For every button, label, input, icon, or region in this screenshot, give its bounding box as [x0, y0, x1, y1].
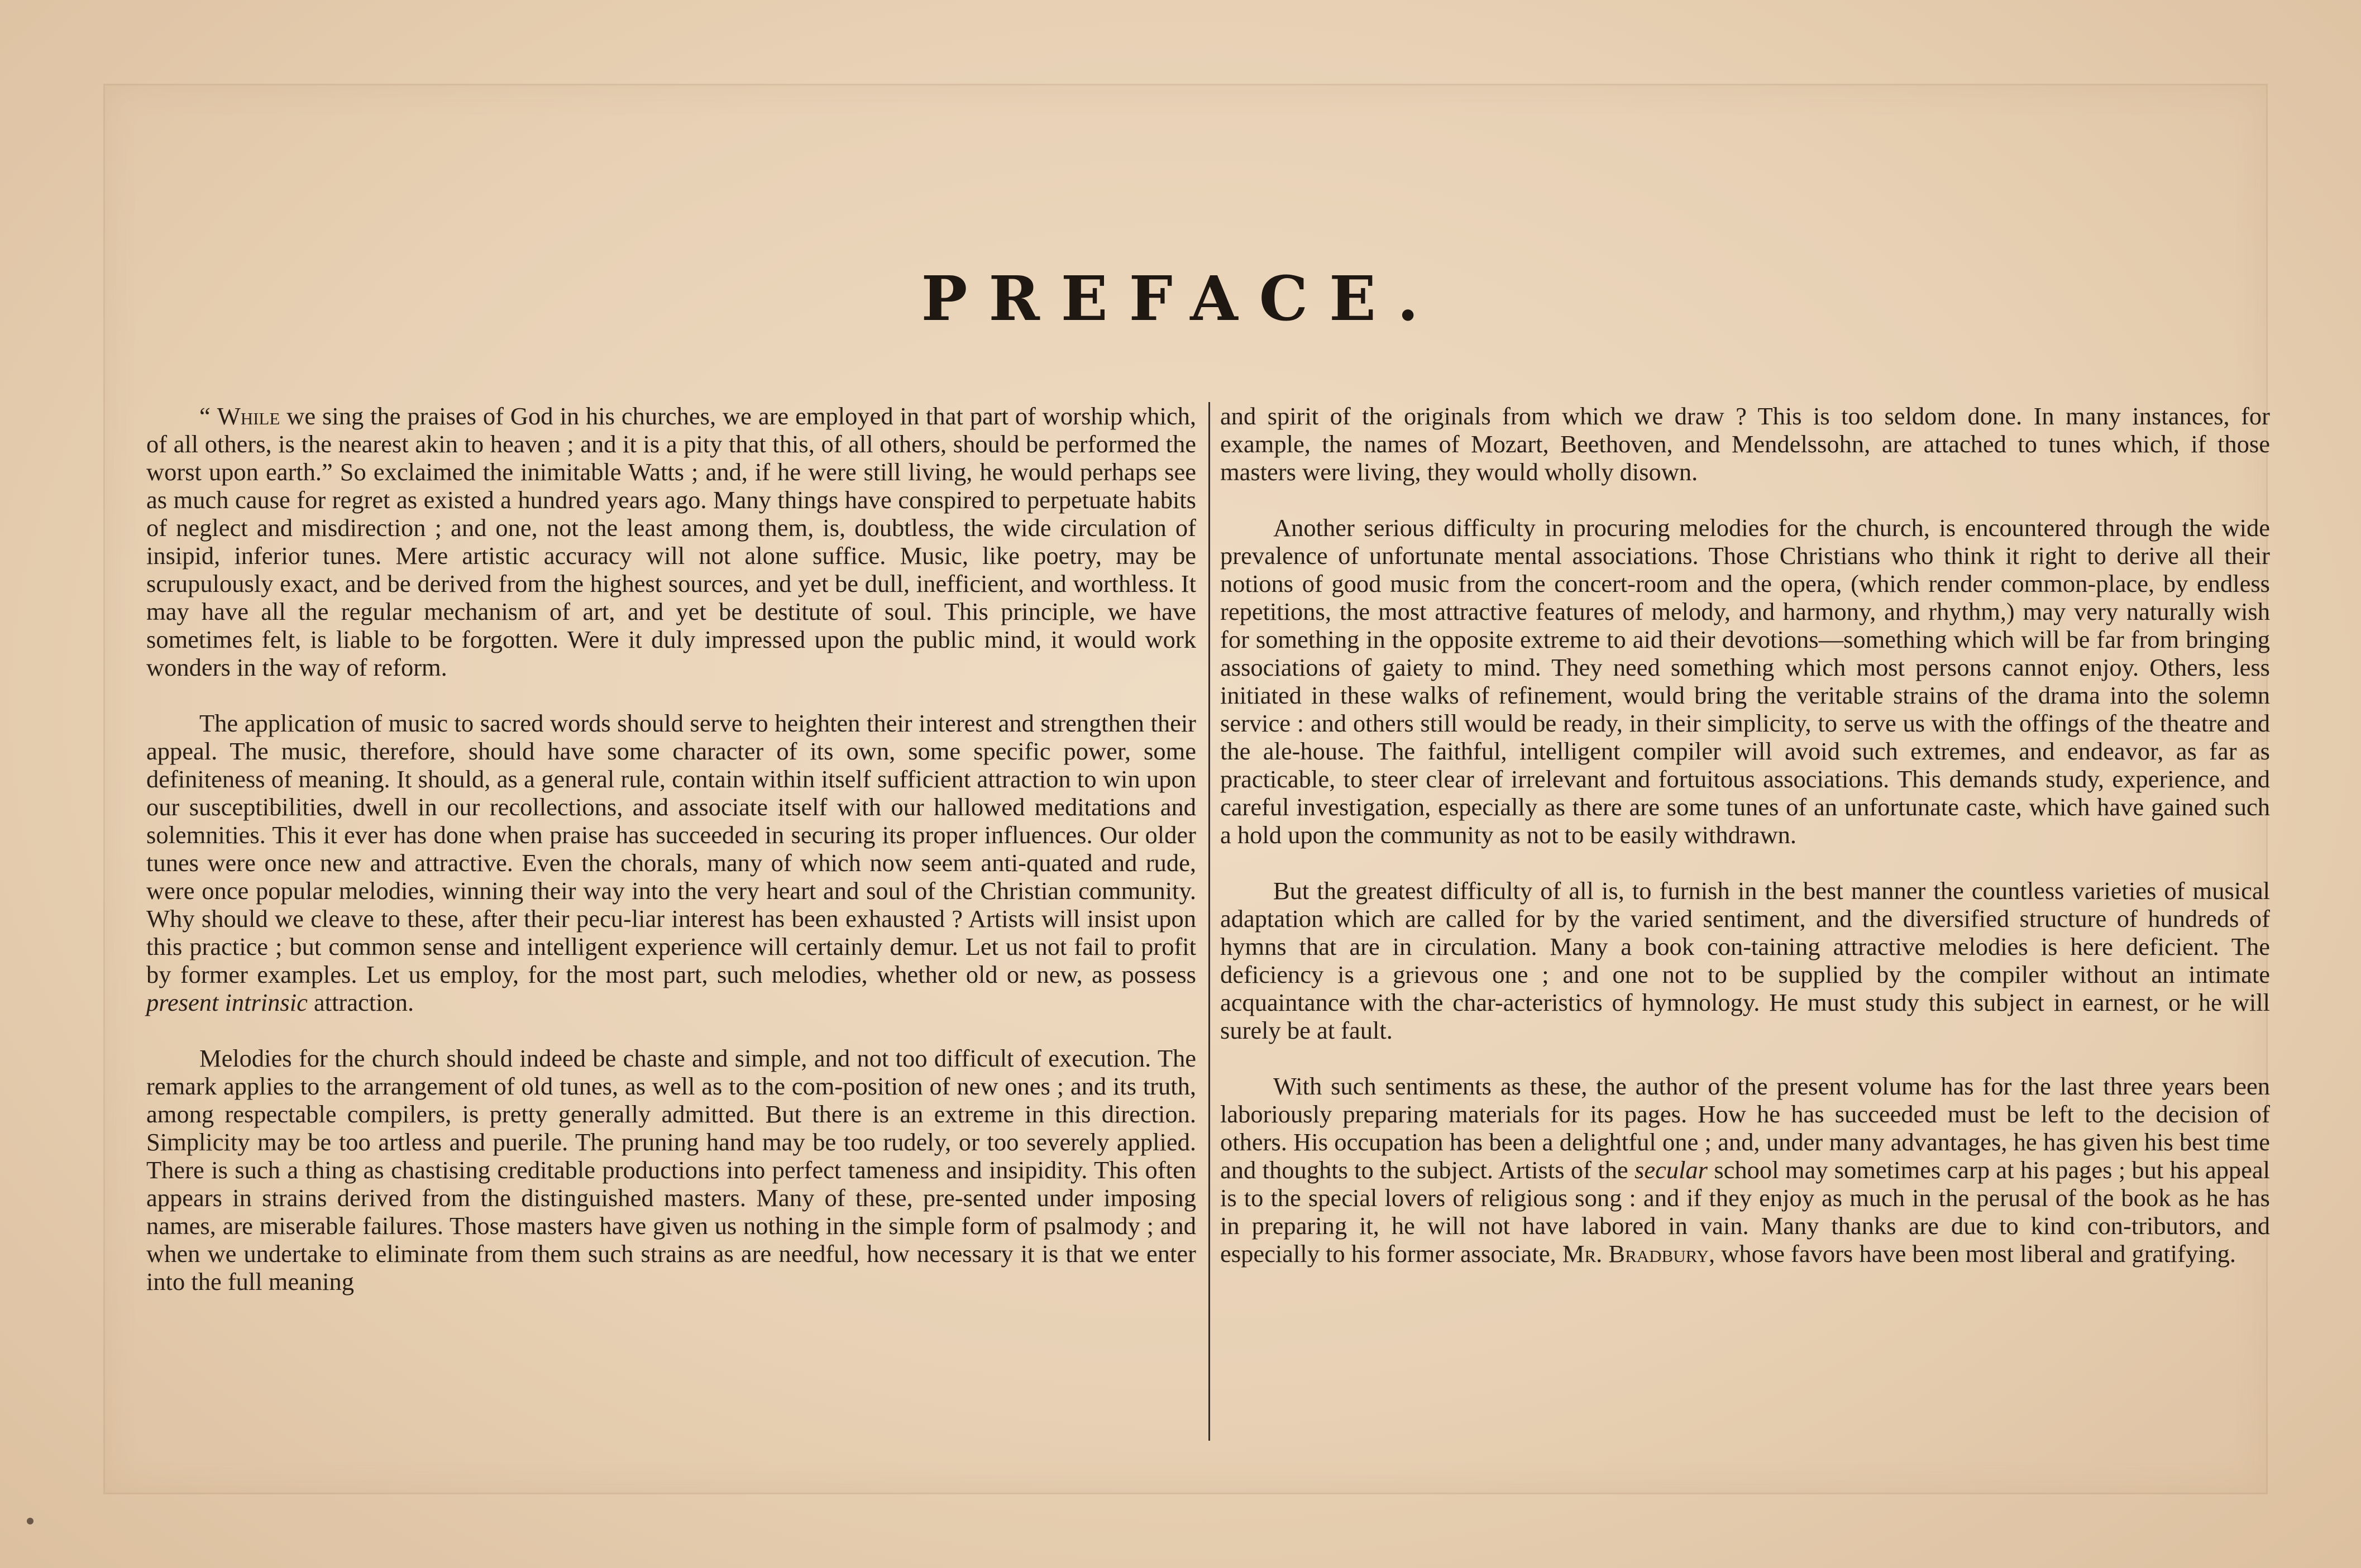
- paragraph-text: Melodies for the church should indeed be chaste and simple, and not too difficult of execution. The remark applies to the arrangement of old tunes, as well as to the com-position of new ones ; and its truth, among respectable compilers, is pretty generally admitted. But there is an extreme in this direction. Simplicity may be too artless and puerile. The pruning hand may be too rudely, or too severely applied. There is such a thing as chastising creditable productions into perfect tameness and insipidity. This often appears in strains derived from the distinguished masters. Many of these, pre-sented under imposing names, are miserable failures. Those masters have given us nothing in the simple form of psalmody ; and when we undertake to eliminate from them such strains as are needful, how necessary it is that we enter into the full meaning: [146, 1044, 1196, 1295]
- italic-word: secular: [1634, 1156, 1708, 1184]
- right-column: [1220, 402, 2270, 1295]
- paragraph-tail: , whose favors have been most liberal and gratifying.: [1708, 1240, 2236, 1268]
- paragraph-text: and spirit of the originals from which we draw ? This is too seldom done. In many instances, for example, the names of Mozart, Beethoven, and Mendelssohn, are attached to tunes which, if those masters were living, they would wholly disown.: [1220, 402, 2270, 486]
- left-column: [146, 402, 1196, 1323]
- stain-dot: [27, 1518, 34, 1524]
- paragraph-4: [1220, 402, 2270, 486]
- column-divider: [1208, 402, 1210, 1441]
- paragraph-5: [1220, 514, 2270, 849]
- open-quote: “: [199, 402, 217, 430]
- paragraph-2: [146, 709, 1196, 1016]
- page-title: PREFACE.: [921, 262, 1440, 334]
- paragraph-tail: attraction.: [307, 988, 414, 1016]
- name-small-caps: Mr. Bradbury: [1562, 1240, 1709, 1268]
- paragraph-text: we sing the praises of God in his churches, we are employed in that part of worship which, of all others, is the nearest akin to heaven ; and it is a pity that this, of all others, should be performed the worst upon earth.” So exclaimed the inimitable Watts ; and, if he were still living, he would perhaps see as much cause for regret as existed a hundred years ago. Many things have conspired to perpetuate habits of neglect and misdirection ; and one, not the least among them, is, doubtless, the wide circulation of insipid, inferior tunes. Mere artistic accuracy will not alone suffice. Music, like poetry, may be scrupulously exact, and be derived from the highest sources, and yet be dull, inefficient, and worthless. It may have all the regular mechanism of art, and yet be destitute of soul. This principle, we have sometimes felt, is liable to be forgotten. Were it duly impressed upon the public mind, it would work wonders in the way of reform.: [146, 402, 1196, 681]
- drop-word: While: [217, 402, 280, 430]
- paragraph-1: [146, 402, 1196, 681]
- paragraph-6: [1220, 877, 2270, 1044]
- paragraph-text-continued: school may sometimes carp at his pages ; but his appeal is to the special lovers of religious song : and if they enjoy as much in the perusal of the book as he has in preparing it, he will not have labored in vain. Many thanks are due to kind con-tributors, and especially to his former associate,: [1220, 1156, 2270, 1268]
- paragraph-text: The application of music to sacred words should serve to heighten their interest and strengthen their appeal. The music, therefore, should have some character of its own, some specific power, some definiteness of meaning. It should, as a general rule, contain within itself sufficient attraction to win upon our susceptibilities, dwell in our recollections, and associate itself with our hallowed meditations and solemnities. This it ever has done when praise has succeeded in securing its proper influences. Our older tunes were once new and attractive. Even the chorals, many of which now seem anti-quated and rude, were once popular melodies, winning their way into the very heart and soul of the Christian community. Why should we cleave to these, after their pecu-liar interest has been exhausted ? Artists will insist upon this practice ; but common sense and intelligent experience will certainly demur. Let us not fail to profit by former examples. Let us employ, for the most part, such melodies, whether old or new, as possess: [146, 709, 1196, 988]
- italic-phrase: present intrinsic: [146, 988, 308, 1016]
- paragraph-text: With such sentiments as these, the author of the present volume has for the last three years been laboriously preparing materials for its pages. How he has succeeded must be left to the decision of others. His occupation has been a delightful one ; and, under many advantages, he has given his best time and thoughts to the subject. Artists of the: [1220, 1072, 2270, 1184]
- paragraph-text: Another serious difficulty in procuring melodies for the church, is encountered through the wide prevalence of unfortunate mental associations. Those Christians who think it right to derive all their notions of good music from the concert-room and the opera, (which render common-place, by endless repetitions, the most attractive features of melody, and harmony, and rhythm,) may very naturally wish for something in the opposite extreme to aid their devotions—something which will be far from bringing associations of gaiety to mind. They need something which most persons cannot enjoy. Others, less initiated in these walks of refinement, would bring the veritable strains of the drama into the solemn service : and others still would be ready, in their simplicity, to serve us with the offings of the theatre and the ale-house. The faithful, intelligent compiler will avoid such extremes, and endeavor, as far as practicable, to steer clear of irrelevant and fortuitous associations. This demands study, experience, and careful investigation, especially as there are some tunes of an unfortunate caste, which have gained such a hold upon the community as not to be easily withdrawn.: [1220, 514, 2270, 849]
- paragraph-text: But the greatest difficulty of all is, to furnish in the best manner the countless varieties of musical adaptation which are called for by the varied sentiment, and the diversified structure of hundreds of hymns that are in circulation. Many a book con-taining attractive melodies is here deficient. The deficiency is a grievous one ; and one not to be supplied by the compiler without an intimate acquaintance with the char-acteristics of hymnology. He must study this subject in earnest, or he will surely be at fault.: [1220, 877, 2270, 1044]
- paragraph-3: [146, 1044, 1196, 1295]
- paragraph-7: [1220, 1072, 2270, 1268]
